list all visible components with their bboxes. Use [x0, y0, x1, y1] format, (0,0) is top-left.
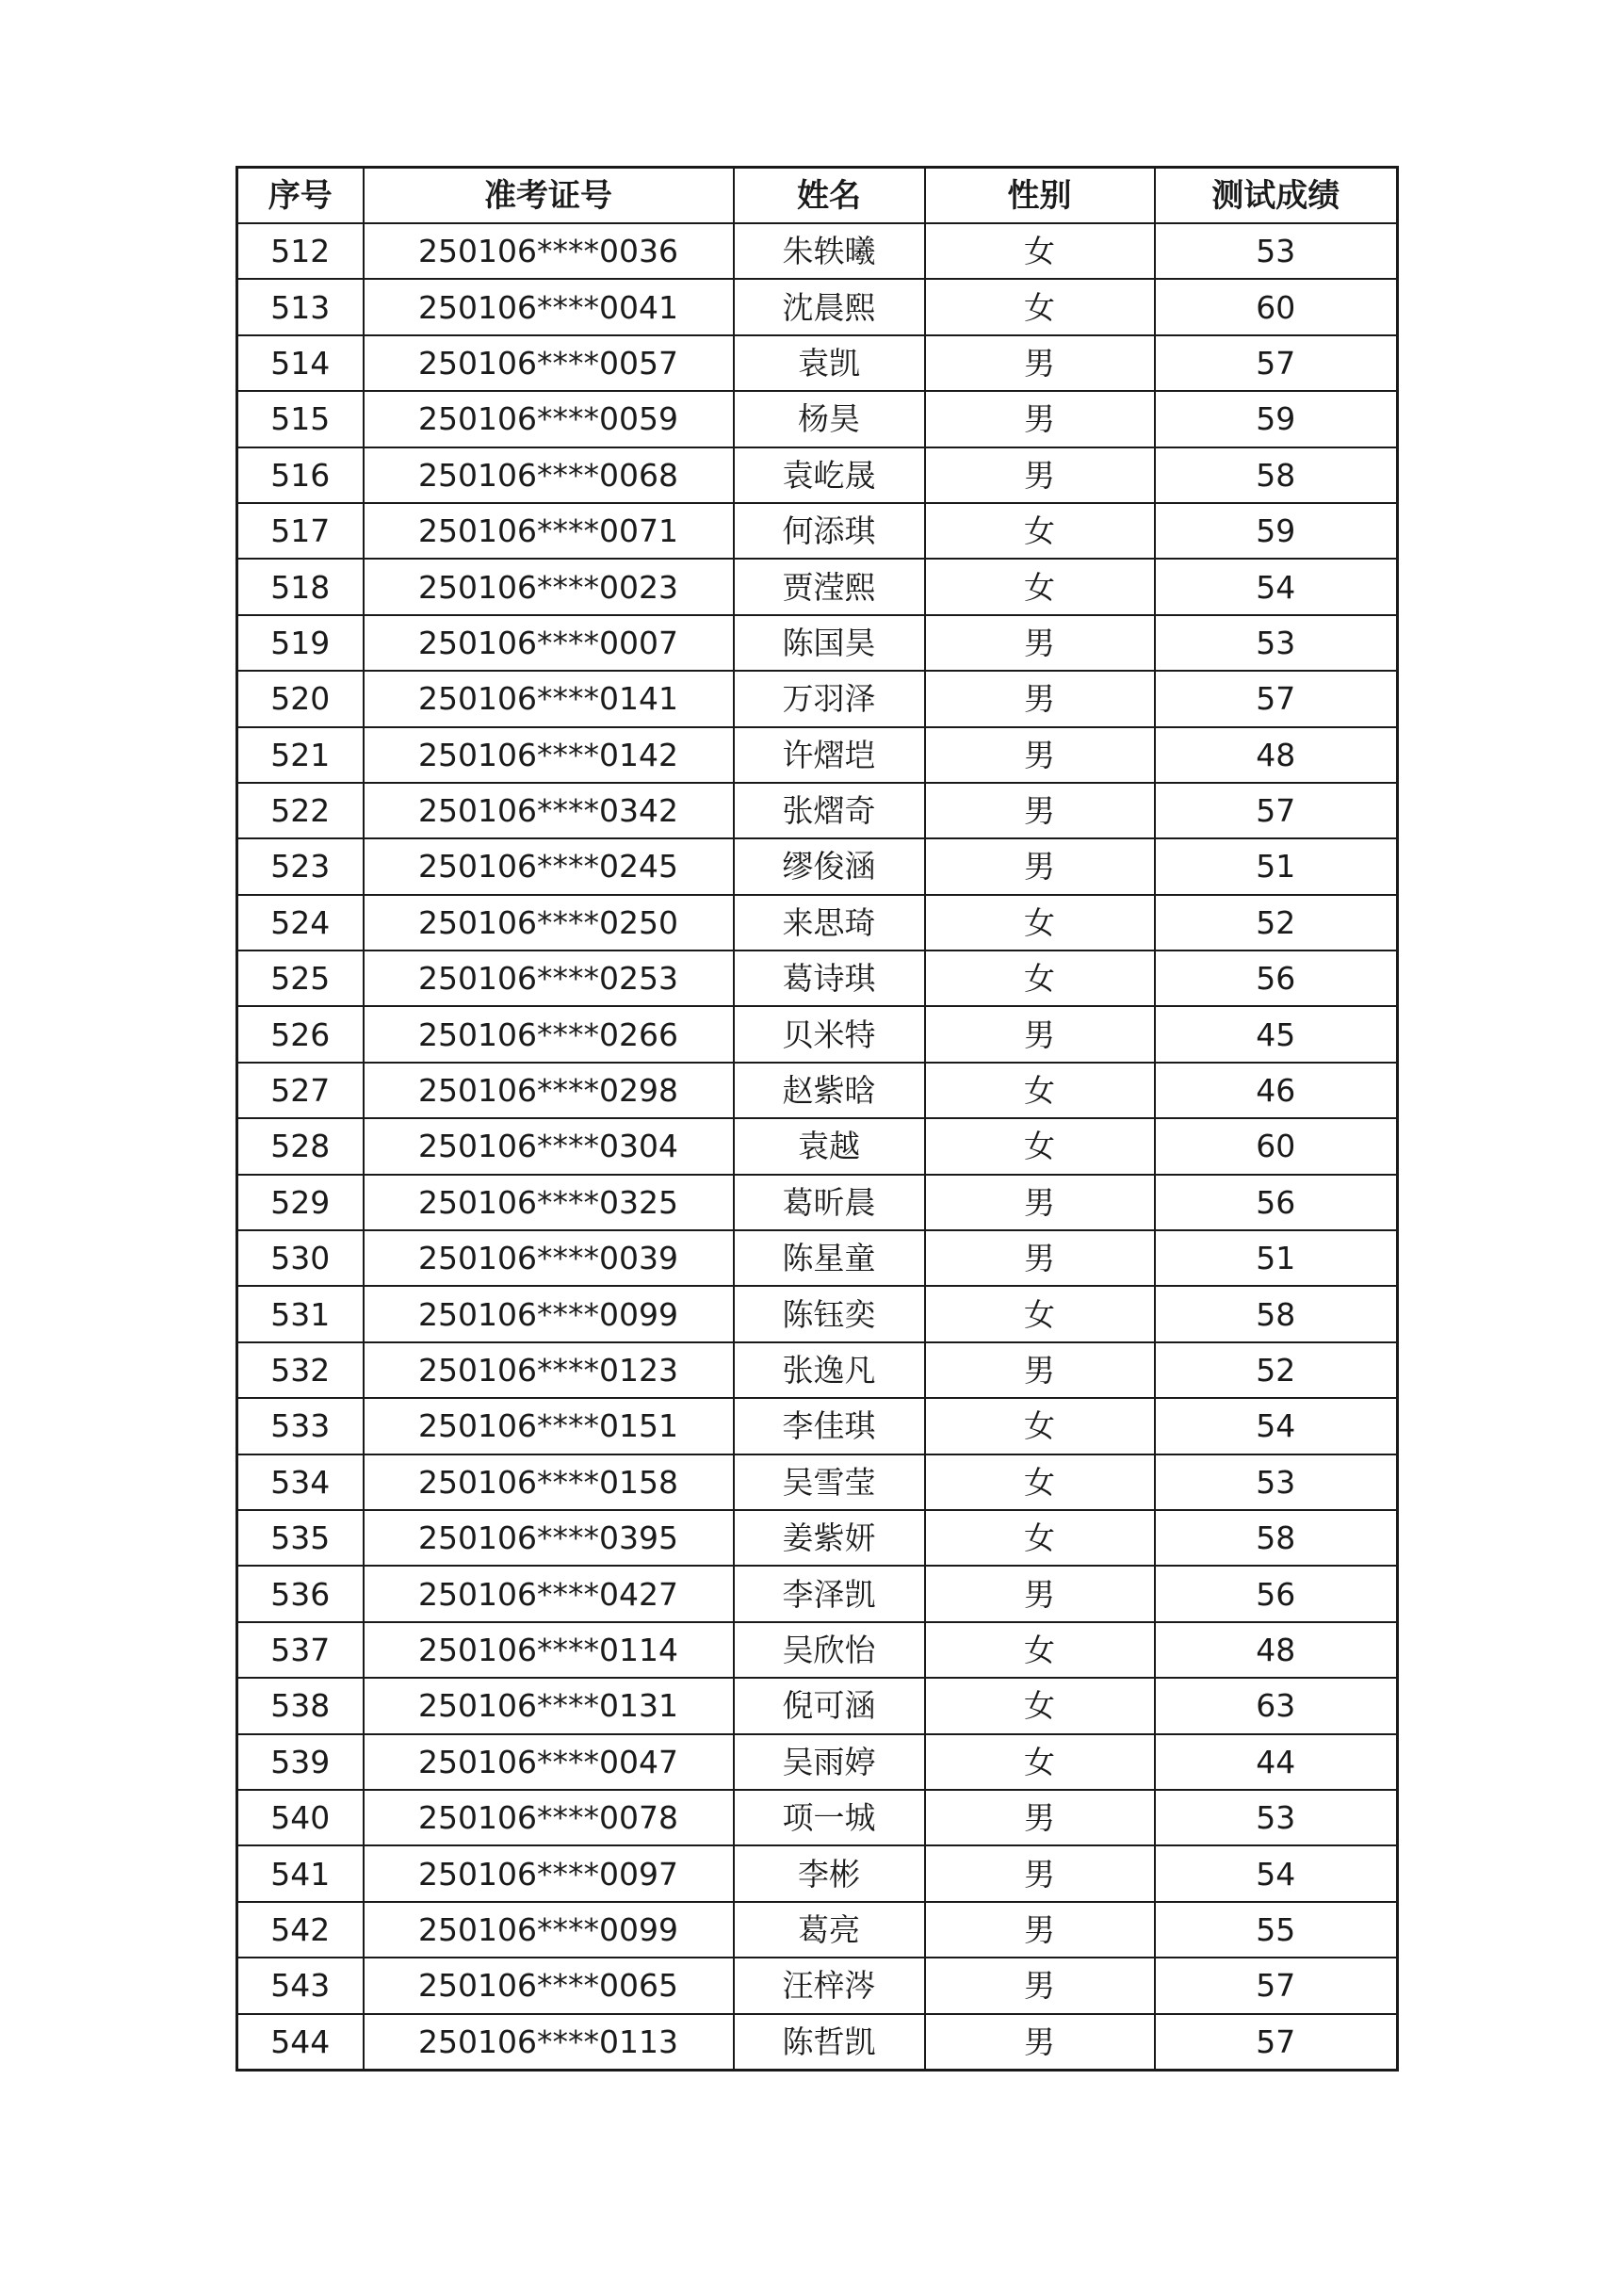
cell-score: 60: [1155, 1118, 1398, 1174]
cell-name: 姜紫妍: [734, 1510, 925, 1566]
cell-name: 陈国昊: [734, 615, 925, 671]
cell-name: 李佳琪: [734, 1398, 925, 1454]
cell-seq: 528: [237, 1118, 364, 1174]
cell-seq: 525: [237, 951, 364, 1006]
cell-gender: 男: [925, 615, 1155, 671]
cell-gender: 男: [925, 2014, 1155, 2071]
table-row: [237, 1398, 1398, 1454]
cell-name: 许熠垲: [734, 727, 925, 783]
cell-name: 袁屹晟: [734, 447, 925, 503]
cell-seq: 529: [237, 1175, 364, 1230]
cell-gender: 男: [925, 671, 1155, 726]
cell-name: 沈晨熙: [734, 279, 925, 334]
cell-score: 63: [1155, 1678, 1398, 1733]
cell-seq: 526: [237, 1006, 364, 1062]
cell-gender: 女: [925, 1118, 1155, 1174]
cell-seq: 535: [237, 1510, 364, 1566]
cell-seq: 538: [237, 1678, 364, 1733]
cell-seq: 513: [237, 279, 364, 334]
cell-score: 57: [1155, 335, 1398, 391]
cell-score: 60: [1155, 279, 1398, 334]
table-row: [237, 838, 1398, 894]
header-row: [237, 168, 1398, 224]
table-row: [237, 1790, 1398, 1845]
cell-gender: 女: [925, 1734, 1155, 1790]
cell-gender: 男: [925, 1845, 1155, 1901]
cell-score: 57: [1155, 671, 1398, 726]
table-row: [237, 503, 1398, 559]
cell-exam-id: 250106****0047: [364, 1734, 734, 1790]
cell-exam-id: 250106****0099: [364, 1286, 734, 1341]
cell-score: 58: [1155, 1286, 1398, 1341]
cell-score: 51: [1155, 838, 1398, 894]
cell-gender: 女: [925, 951, 1155, 1006]
cell-seq: 540: [237, 1790, 364, 1845]
cell-exam-id: 250106****0142: [364, 727, 734, 783]
cell-score: 45: [1155, 1006, 1398, 1062]
cell-gender: 女: [925, 1678, 1155, 1733]
cell-exam-id: 250106****0342: [364, 783, 734, 838]
cell-seq: 522: [237, 783, 364, 838]
table-body: [237, 223, 1398, 2070]
cell-exam-id: 250106****0059: [364, 391, 734, 447]
cell-name: 何添琪: [734, 503, 925, 559]
cell-score: 54: [1155, 559, 1398, 614]
cell-gender: 男: [925, 783, 1155, 838]
header-name: 姓名: [734, 168, 925, 224]
cell-name: 吴欣怡: [734, 1622, 925, 1678]
cell-exam-id: 250106****0250: [364, 895, 734, 951]
cell-score: 58: [1155, 1510, 1398, 1566]
cell-name: 张熠奇: [734, 783, 925, 838]
cell-gender: 男: [925, 1958, 1155, 2013]
cell-gender: 男: [925, 1566, 1155, 1621]
cell-exam-id: 250106****0036: [364, 223, 734, 279]
cell-score: 53: [1155, 1454, 1398, 1510]
cell-name: 吴雪莹: [734, 1454, 925, 1510]
table-row: [237, 1454, 1398, 1510]
cell-score: 57: [1155, 2014, 1398, 2071]
cell-score: 53: [1155, 615, 1398, 671]
cell-exam-id: 250106****0325: [364, 1175, 734, 1230]
cell-gender: 女: [925, 1510, 1155, 1566]
table-row: [237, 1006, 1398, 1062]
cell-seq: 531: [237, 1286, 364, 1341]
cell-seq: 521: [237, 727, 364, 783]
cell-name: 缪俊涵: [734, 838, 925, 894]
cell-name: 贾滢熙: [734, 559, 925, 614]
cell-gender: 男: [925, 1006, 1155, 1062]
cell-gender: 男: [925, 335, 1155, 391]
cell-name: 陈钰奕: [734, 1286, 925, 1341]
table-row: [237, 1063, 1398, 1118]
cell-name: 张逸凡: [734, 1342, 925, 1398]
cell-score: 56: [1155, 951, 1398, 1006]
cell-name: 万羽泽: [734, 671, 925, 726]
table-row: [237, 2014, 1398, 2071]
cell-exam-id: 250106****0041: [364, 279, 734, 334]
cell-seq: 536: [237, 1566, 364, 1621]
cell-exam-id: 250106****0141: [364, 671, 734, 726]
table-row: [237, 223, 1398, 279]
cell-seq: 523: [237, 838, 364, 894]
cell-exam-id: 250106****0253: [364, 951, 734, 1006]
cell-gender: 女: [925, 503, 1155, 559]
cell-name: 葛诗琪: [734, 951, 925, 1006]
cell-gender: 男: [925, 1342, 1155, 1398]
cell-name: 陈星童: [734, 1230, 925, 1286]
cell-exam-id: 250106****0158: [364, 1454, 734, 1510]
cell-exam-id: 250106****0114: [364, 1622, 734, 1678]
cell-gender: 男: [925, 727, 1155, 783]
cell-score: 53: [1155, 1790, 1398, 1845]
table-row: [237, 1566, 1398, 1621]
cell-gender: 男: [925, 391, 1155, 447]
cell-exam-id: 250106****0298: [364, 1063, 734, 1118]
cell-seq: 524: [237, 895, 364, 951]
table-row: [237, 1175, 1398, 1230]
cell-exam-id: 250106****0266: [364, 1006, 734, 1062]
table-row: [237, 1510, 1398, 1566]
cell-score: 57: [1155, 1958, 1398, 2013]
cell-score: 52: [1155, 895, 1398, 951]
table-row: [237, 447, 1398, 503]
cell-gender: 男: [925, 447, 1155, 503]
cell-gender: 女: [925, 1622, 1155, 1678]
cell-exam-id: 250106****0078: [364, 1790, 734, 1845]
cell-exam-id: 250106****0007: [364, 615, 734, 671]
cell-name: 袁越: [734, 1118, 925, 1174]
cell-exam-id: 250106****0057: [364, 335, 734, 391]
table-row: [237, 279, 1398, 334]
table-row: [237, 335, 1398, 391]
cell-exam-id: 250106****0395: [364, 1510, 734, 1566]
cell-gender: 男: [925, 838, 1155, 894]
cell-name: 李泽凯: [734, 1566, 925, 1621]
cell-seq: 541: [237, 1845, 364, 1901]
cell-name: 贝米特: [734, 1006, 925, 1062]
cell-name: 赵紫晗: [734, 1063, 925, 1118]
cell-seq: 542: [237, 1902, 364, 1958]
cell-name: 袁凯: [734, 335, 925, 391]
cell-exam-id: 250106****0065: [364, 1958, 734, 2013]
cell-seq: 514: [237, 335, 364, 391]
table-row: [237, 951, 1398, 1006]
cell-score: 56: [1155, 1566, 1398, 1621]
cell-seq: 537: [237, 1622, 364, 1678]
cell-seq: 533: [237, 1398, 364, 1454]
cell-score: 54: [1155, 1845, 1398, 1901]
cell-score: 59: [1155, 503, 1398, 559]
table-row: [237, 1902, 1398, 1958]
cell-score: 56: [1155, 1175, 1398, 1230]
table-row: [237, 559, 1398, 614]
cell-exam-id: 250106****0245: [364, 838, 734, 894]
table-row: [237, 895, 1398, 951]
cell-score: 44: [1155, 1734, 1398, 1790]
header-seq: 序号: [237, 168, 364, 224]
cell-name: 杨昊: [734, 391, 925, 447]
cell-gender: 女: [925, 279, 1155, 334]
cell-score: 59: [1155, 391, 1398, 447]
cell-gender: 女: [925, 895, 1155, 951]
table-row: [237, 615, 1398, 671]
cell-seq: 543: [237, 1958, 364, 2013]
table-row: [237, 1342, 1398, 1398]
cell-name: 吴雨婷: [734, 1734, 925, 1790]
cell-gender: 女: [925, 1063, 1155, 1118]
cell-exam-id: 250106****0071: [364, 503, 734, 559]
cell-gender: 女: [925, 1286, 1155, 1341]
cell-score: 48: [1155, 727, 1398, 783]
cell-seq: 516: [237, 447, 364, 503]
cell-exam-id: 250106****0123: [364, 1342, 734, 1398]
cell-name: 来思琦: [734, 895, 925, 951]
cell-seq: 517: [237, 503, 364, 559]
table-row: [237, 1678, 1398, 1733]
table-row: [237, 727, 1398, 783]
cell-gender: 男: [925, 1902, 1155, 1958]
cell-name: 陈哲凯: [734, 2014, 925, 2071]
cell-exam-id: 250106****0023: [364, 559, 734, 614]
cell-seq: 520: [237, 671, 364, 726]
cell-seq: 534: [237, 1454, 364, 1510]
cell-name: 项一城: [734, 1790, 925, 1845]
cell-exam-id: 250106****0304: [364, 1118, 734, 1174]
cell-name: 倪可涵: [734, 1678, 925, 1733]
cell-score: 55: [1155, 1902, 1398, 1958]
table-row: [237, 671, 1398, 726]
cell-gender: 男: [925, 1230, 1155, 1286]
cell-score: 51: [1155, 1230, 1398, 1286]
cell-name: 朱轶曦: [734, 223, 925, 279]
cell-name: 李彬: [734, 1845, 925, 1901]
cell-gender: 女: [925, 223, 1155, 279]
score-table: [235, 166, 1399, 2072]
table-header: [237, 168, 1398, 224]
cell-gender: 女: [925, 559, 1155, 614]
cell-name: 葛亮: [734, 1902, 925, 1958]
cell-name: 汪梓涔: [734, 1958, 925, 2013]
cell-exam-id: 250106****0151: [364, 1398, 734, 1454]
cell-exam-id: 250106****0039: [364, 1230, 734, 1286]
score-sheet: [235, 166, 1396, 2072]
cell-score: 48: [1155, 1622, 1398, 1678]
table-row: [237, 1734, 1398, 1790]
cell-seq: 530: [237, 1230, 364, 1286]
cell-seq: 515: [237, 391, 364, 447]
cell-exam-id: 250106****0068: [364, 447, 734, 503]
header-score: 测试成绩: [1155, 168, 1398, 224]
cell-gender: 女: [925, 1398, 1155, 1454]
cell-seq: 518: [237, 559, 364, 614]
cell-seq: 527: [237, 1063, 364, 1118]
header-gender: 性别: [925, 168, 1155, 224]
cell-score: 46: [1155, 1063, 1398, 1118]
table-row: [237, 1118, 1398, 1174]
table-row: [237, 1958, 1398, 2013]
cell-exam-id: 250106****0131: [364, 1678, 734, 1733]
cell-exam-id: 250106****0097: [364, 1845, 734, 1901]
cell-gender: 男: [925, 1790, 1155, 1845]
cell-score: 53: [1155, 223, 1398, 279]
cell-score: 52: [1155, 1342, 1398, 1398]
cell-score: 54: [1155, 1398, 1398, 1454]
header-exam-id: 准考证号: [364, 168, 734, 224]
cell-seq: 539: [237, 1734, 364, 1790]
cell-seq: 544: [237, 2014, 364, 2071]
table-row: [237, 1622, 1398, 1678]
cell-exam-id: 250106****0113: [364, 2014, 734, 2071]
cell-name: 葛昕晨: [734, 1175, 925, 1230]
cell-seq: 519: [237, 615, 364, 671]
cell-score: 57: [1155, 783, 1398, 838]
table-row: [237, 1230, 1398, 1286]
cell-exam-id: 250106****0427: [364, 1566, 734, 1621]
cell-gender: 男: [925, 1175, 1155, 1230]
table-row: [237, 1845, 1398, 1901]
cell-seq: 512: [237, 223, 364, 279]
cell-gender: 女: [925, 1454, 1155, 1510]
table-row: [237, 1286, 1398, 1341]
table-row: [237, 783, 1398, 838]
cell-score: 58: [1155, 447, 1398, 503]
table-row: [237, 391, 1398, 447]
cell-exam-id: 250106****0099: [364, 1902, 734, 1958]
cell-seq: 532: [237, 1342, 364, 1398]
